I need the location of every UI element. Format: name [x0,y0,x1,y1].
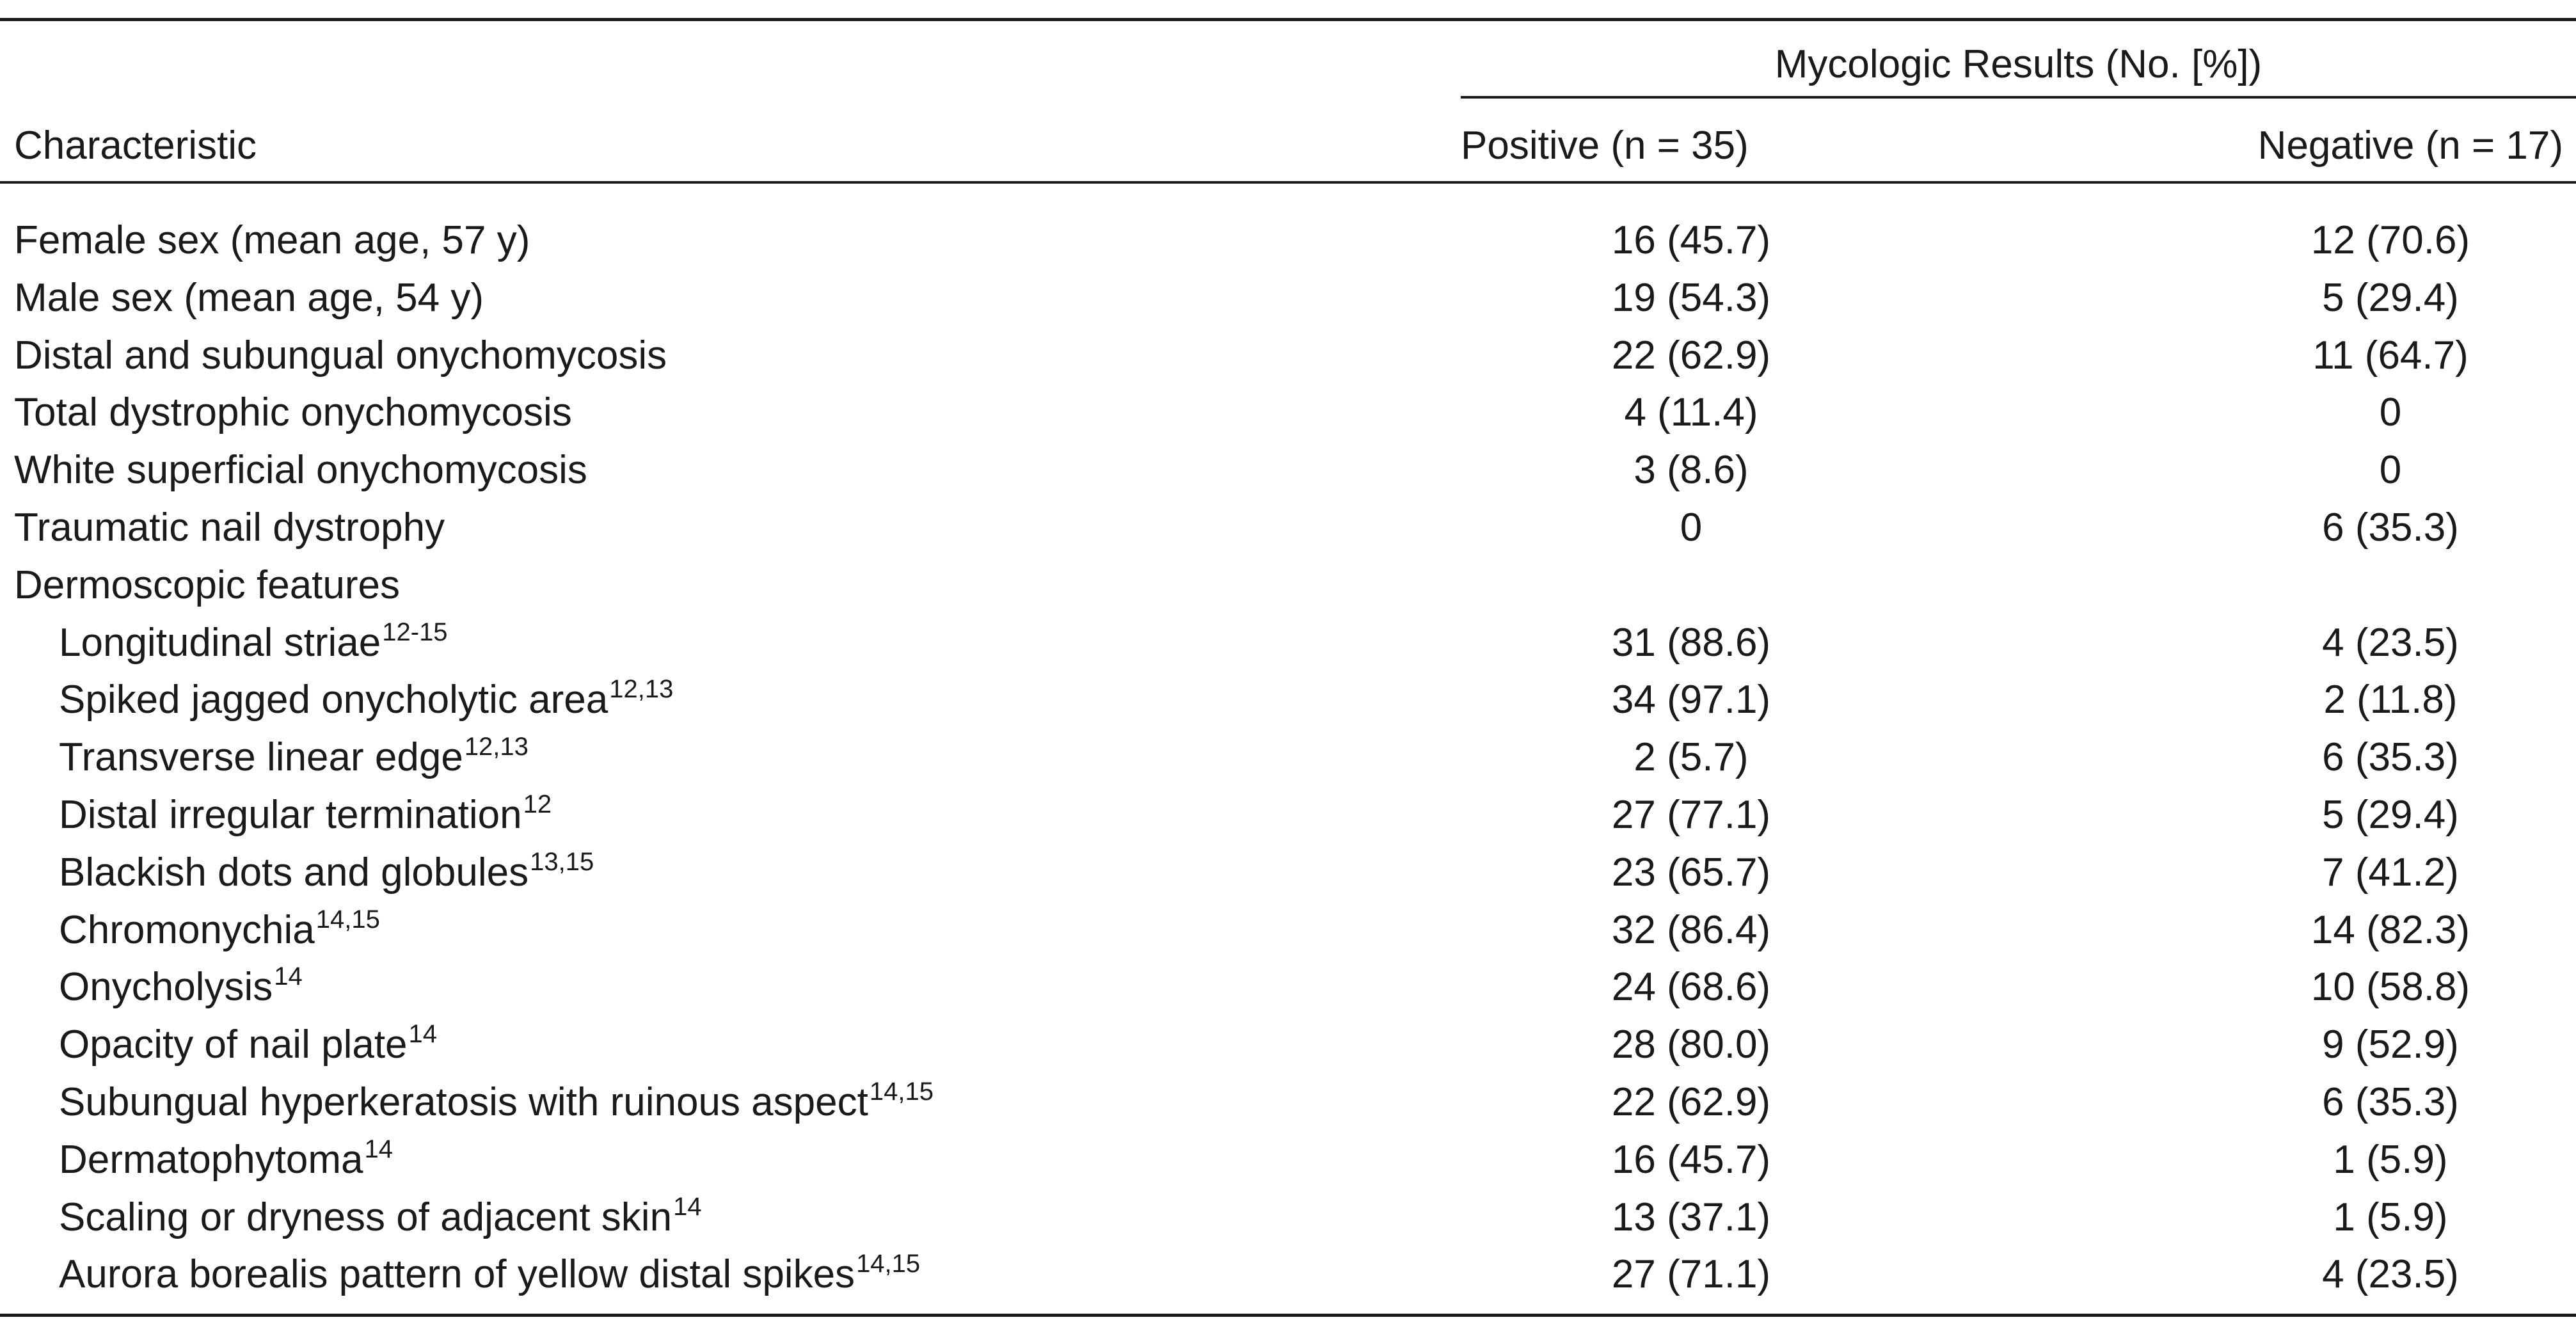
table-row [0,618,2576,681]
table-row [0,333,2576,394]
table-row [0,218,2576,278]
row-label-text: Spiked jagged onycholytic area [59,678,608,722]
table-row [0,1078,2576,1140]
negative-cell: 4 (23.5) [2322,621,2459,665]
negative-cell: 10 (58.8) [2310,965,2470,1009]
reference-superscript: 12 [523,790,552,818]
positive-cell: 23 (65.7) [1611,850,1771,895]
column-header-negative: Negative (n = 17) [2257,123,2563,168]
row-label [14,505,445,550]
row-label-text: Scaling or dryness of adjacent skin [59,1195,672,1239]
negative-cell: 5 (29.4) [2322,276,2459,320]
table-top-rule [0,18,2576,21]
negative-cell: 14 (82.3) [2310,908,2470,952]
negative-cell: 0 [2379,390,2402,434]
row-label [59,905,380,952]
negative-cell: 11 (64.7) [2312,333,2469,378]
row-label [14,563,401,607]
positive-cell: 22 (62.9) [1611,1080,1771,1124]
row-label [14,390,572,434]
negative-cell: 6 (35.3) [2322,735,2459,779]
positive-cell: 27 (71.1) [1611,1252,1771,1296]
row-label [59,1078,934,1124]
column-header-characteristic: Characteristic [14,123,257,168]
row-label-text: Transverse linear edge [59,735,463,779]
row-label-text: White superficial onychomycosis [14,448,587,492]
row-label-text: Onycholysis [59,965,273,1009]
table-bottom-rule [0,1314,2576,1317]
table-row [0,278,2576,336]
row-label-text: Distal and subungual onychomycosis [14,333,667,378]
reference-superscript: 14,15 [856,1250,921,1278]
table-row [0,1020,2576,1083]
row-label [14,278,484,318]
row-label [59,1135,394,1182]
spanning-header-mycologic-results: Mycologic Results (No. [%]) [1774,42,2262,86]
positive-cell: 16 (45.7) [1611,218,1771,262]
positive-cell: 28 (80.0) [1611,1023,1771,1067]
negative-cell: 2 (11.8) [2323,678,2458,722]
row-label [14,333,667,378]
negative-cell: 1 (5.9) [2333,1195,2448,1239]
table-row [0,733,2576,795]
table-row [0,1193,2576,1255]
reference-superscript: 14 [274,962,303,991]
row-label [59,790,552,837]
row-label-text: Dermatophytoma [59,1138,363,1182]
positive-cell: 34 (97.1) [1611,678,1771,722]
row-label-text: Subungual hyperkeratosis with ruinous aspect [59,1080,868,1124]
reference-superscript: 13,15 [530,848,594,876]
spanning-header-rule [1461,96,2576,99]
row-label [59,962,303,1009]
row-label-text: Traumatic nail dystrophy [14,505,445,550]
row-label-text: Blackish dots and globules [59,850,529,895]
negative-cell: 4 (23.5) [2322,1252,2459,1296]
table-row [0,790,2576,853]
table-row [0,450,2576,508]
reference-superscript: 14,15 [869,1078,934,1106]
negative-cell: 0 [2379,448,2402,492]
row-label-text: Total dystrophic onychomycosis [14,390,572,434]
row-label-text: Dermoscopic features [14,563,401,607]
column-header-positive: Positive (n = 35) [1461,123,1749,168]
negative-cell: 1 (5.9) [2333,1138,2448,1182]
row-label-text: Aurora borealis pattern of yellow distal spikes [59,1252,855,1296]
positive-cell: 2 (5.7) [1634,735,1749,779]
row-label-text: Longitudinal striae [59,621,381,665]
table-row [0,848,2576,911]
positive-cell: 13 (37.1) [1611,1195,1771,1239]
reference-superscript: 12,13 [609,675,674,703]
positive-cell: 32 (86.4) [1611,908,1771,952]
row-label [59,1020,438,1067]
row-label [59,675,674,722]
table-row [0,505,2576,566]
positive-cell: 27 (77.1) [1611,793,1771,837]
negative-cell: 7 (41.2) [2322,850,2459,895]
row-label-text: Chromonychia [59,908,315,952]
table-row [0,675,2576,738]
reference-superscript: 14 [364,1135,394,1163]
positive-cell: 3 (8.6) [1634,448,1749,492]
row-label [59,618,448,665]
row-label-text: Opacity of nail plate [59,1023,408,1067]
positive-cell: 0 [1680,505,1703,550]
positive-cell: 22 (62.9) [1611,333,1771,378]
positive-cell: 31 (88.6) [1611,621,1771,665]
positive-cell: 16 (45.7) [1611,1138,1771,1182]
row-label [59,1250,921,1296]
table-row [0,962,2576,1025]
table-row [0,1250,2576,1312]
row-label-text: Male sex (mean age, 54 y) [14,276,484,320]
row-label-text: Female sex (mean age, 57 y) [14,218,530,262]
table-row [0,390,2576,450]
negative-cell: 12 (70.6) [2310,218,2470,262]
row-label-text: Distal irregular termination [59,793,522,837]
header-bottom-rule [0,181,2576,184]
negative-cell: 6 (35.3) [2322,1080,2459,1124]
row-label [14,218,530,262]
negative-cell: 9 (52.9) [2322,1023,2459,1067]
reference-superscript: 12-15 [382,618,448,646]
reference-superscript: 14 [408,1020,438,1048]
row-label [59,1193,702,1239]
reference-superscript: 12,13 [464,733,529,761]
table-row [0,563,2576,623]
positive-cell: 24 (68.6) [1611,965,1771,1009]
row-label [14,450,587,490]
negative-cell: 5 (29.4) [2322,793,2459,837]
reference-superscript: 14,15 [315,905,380,934]
positive-cell: 19 (54.3) [1611,276,1771,320]
table-row [0,1135,2576,1198]
row-label [59,848,594,895]
reference-superscript: 14 [673,1193,702,1221]
negative-cell: 6 (35.3) [2322,505,2459,550]
positive-cell: 4 (11.4) [1624,390,1758,434]
table-row [0,905,2576,968]
row-label [59,733,529,779]
